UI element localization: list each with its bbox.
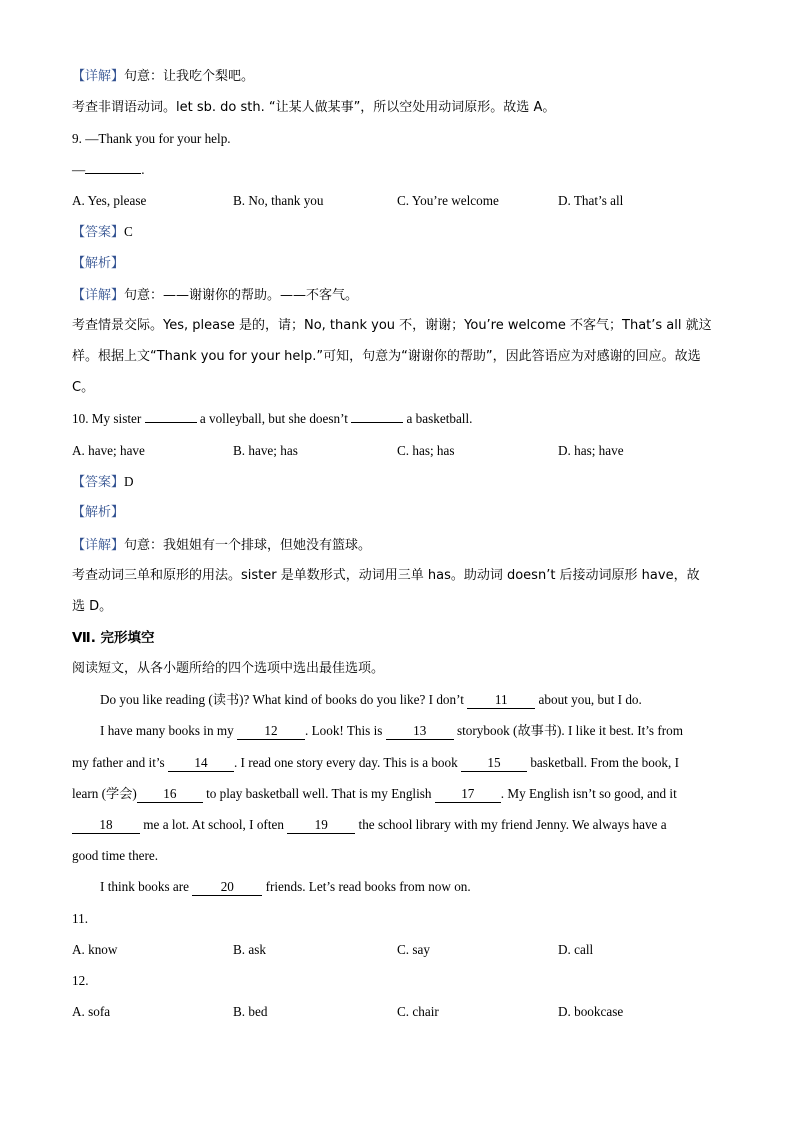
answer-tag: 【答案】 (72, 225, 125, 240)
detail-text: 句意：我姐姐有一个排球，但她没有篮球。 (124, 538, 372, 553)
detail-tag: 【详解】 (72, 538, 125, 553)
q9-reply-line (72, 161, 144, 179)
passage-text: . Look! This is (304, 723, 383, 738)
q10-detail (72, 536, 371, 555)
blank-15: 15 (461, 755, 527, 772)
answer-value: D (124, 474, 134, 489)
detail-text: 句意：——谢谢你的帮助。——不客气。 (124, 288, 359, 303)
detail-tag: 【详解】 (72, 288, 125, 303)
question-number: 10. (72, 411, 89, 426)
detail-text: 句意：让我吃个梨吧。 (124, 69, 255, 84)
q12-option-c: C. chair (397, 1004, 439, 1019)
passage-text: . I read one story every day. This is a book (233, 755, 458, 770)
q10-option-a: A. have; have (72, 443, 145, 458)
q11-option-a: A. know (72, 942, 118, 957)
q8-detail (72, 67, 254, 86)
q11-option-b: B. ask (233, 942, 266, 957)
passage-text: storybook (故事书). I like it best. It’s from (457, 723, 683, 738)
passage-line-3 (72, 754, 679, 772)
q9-option-b: B. No, thank you (233, 193, 324, 208)
q10-option-b: B. have; has (233, 443, 298, 458)
passage-text: Do you like reading (读书)? What kind of books do you like? I don’t (100, 692, 464, 707)
q8-analysis: 考查非谓语动词。let sb. do sth. “让某人做某事”，所以空处用动词原形。故选 A。 (72, 100, 556, 115)
blank-16: 16 (137, 786, 203, 803)
q12-option-a: A. sofa (72, 1004, 111, 1019)
dash: — (72, 162, 86, 177)
q9-analysis-line-1: 考查情景交际。Yes, please 是的，请；No, thank you 不，谢谢；You’re welcome 不客气；That’s all 就这 (72, 318, 712, 333)
passage-text: to play basketball well. That is my English (206, 786, 432, 801)
q10-analysis-line-2: 选 D。 (72, 599, 113, 614)
passage-text: friends. Let’s read books from now on. (265, 879, 471, 894)
q10-option-c: C. has; has (397, 443, 455, 458)
q12-option-d: D. bookcase (558, 1004, 624, 1019)
q10-stem (72, 410, 472, 428)
stem-part-1: My sister (91, 411, 142, 426)
blank-14: 14 (168, 755, 234, 772)
stem-part-3: a basketball. (406, 411, 473, 426)
q9-stem (72, 130, 231, 148)
stem-part-2: a volleyball, but she doesn’t (199, 411, 348, 426)
answer-tag: 【答案】 (72, 475, 125, 490)
blank-20: 20 (192, 879, 262, 896)
q9-answer (72, 223, 133, 242)
q11-option-d: D. call (558, 942, 594, 957)
blank-11: 11 (467, 692, 535, 709)
q9-detail (72, 286, 358, 305)
passage-text: the school library with my friend Jenny. We always have a (358, 817, 667, 832)
q9-jiexi-tag: 【解析】 (72, 256, 125, 271)
q9-analysis-line-3: C。 (72, 380, 95, 395)
question-number: 9. (72, 131, 82, 146)
q9-analysis-line-2: 样。根据上文“Thank you for your help.”可知，句意为“谢谢你的帮助”，因此答语应为对感谢的回应。故选 (72, 349, 701, 364)
q11-number: 11. (72, 911, 88, 926)
q12-number: 12. (72, 973, 89, 988)
blank-13: 13 (386, 723, 454, 740)
blank-17: 17 (435, 786, 501, 803)
period: . (141, 162, 145, 177)
passage-text: learn (学会) (72, 786, 137, 801)
q9-option-c: C. You’re welcome (397, 193, 499, 208)
passage-text: . My English isn’t so good, and it (500, 786, 677, 801)
passage-line-7 (100, 878, 471, 896)
passage-text: about you, but I do. (538, 692, 642, 707)
blank-12: 12 (237, 723, 305, 740)
q10-option-d: D. has; have (558, 443, 624, 458)
passage-line-5 (72, 816, 667, 834)
q10-answer (72, 473, 134, 492)
q9-option-a: A. Yes, please (72, 193, 147, 208)
passage-text: I think books are (100, 879, 189, 894)
passage-text: I have many books in my (100, 723, 234, 738)
q10-analysis-line-1: 考查动词三单和原形的用法。sister 是单数形式，动词用三单 has。助动词 doesn’t 后接动词原形 have，故 (72, 568, 700, 583)
answer-blank (145, 422, 197, 423)
passage-line-6: good time there. (72, 848, 159, 863)
section-instruction: 阅读短文，从各小题所给的四个选项中选出最佳选项。 (72, 661, 385, 676)
q9-option-d: D. That’s all (558, 193, 624, 208)
blank-19: 19 (287, 817, 355, 834)
passage-text: basketball. From the book, I (530, 755, 680, 770)
passage-text: my father and it’s (72, 755, 165, 770)
blank-18: 18 (72, 817, 140, 834)
passage-line-4 (72, 785, 677, 803)
answer-blank (351, 422, 403, 423)
q12-option-b: B. bed (233, 1004, 268, 1019)
answer-value: C (124, 224, 133, 239)
detail-tag: 【详解】 (72, 69, 125, 84)
question-text: —Thank you for your help. (85, 131, 231, 146)
q11-option-c: C. say (397, 942, 430, 957)
answer-blank (85, 173, 141, 174)
passage-line-2 (100, 722, 683, 740)
passage-text: me a lot. At school, I often (143, 817, 284, 832)
q10-jiexi-tag: 【解析】 (72, 505, 125, 520)
section-title: Ⅶ. 完形填空 (72, 630, 155, 646)
passage-line-1 (100, 691, 642, 709)
